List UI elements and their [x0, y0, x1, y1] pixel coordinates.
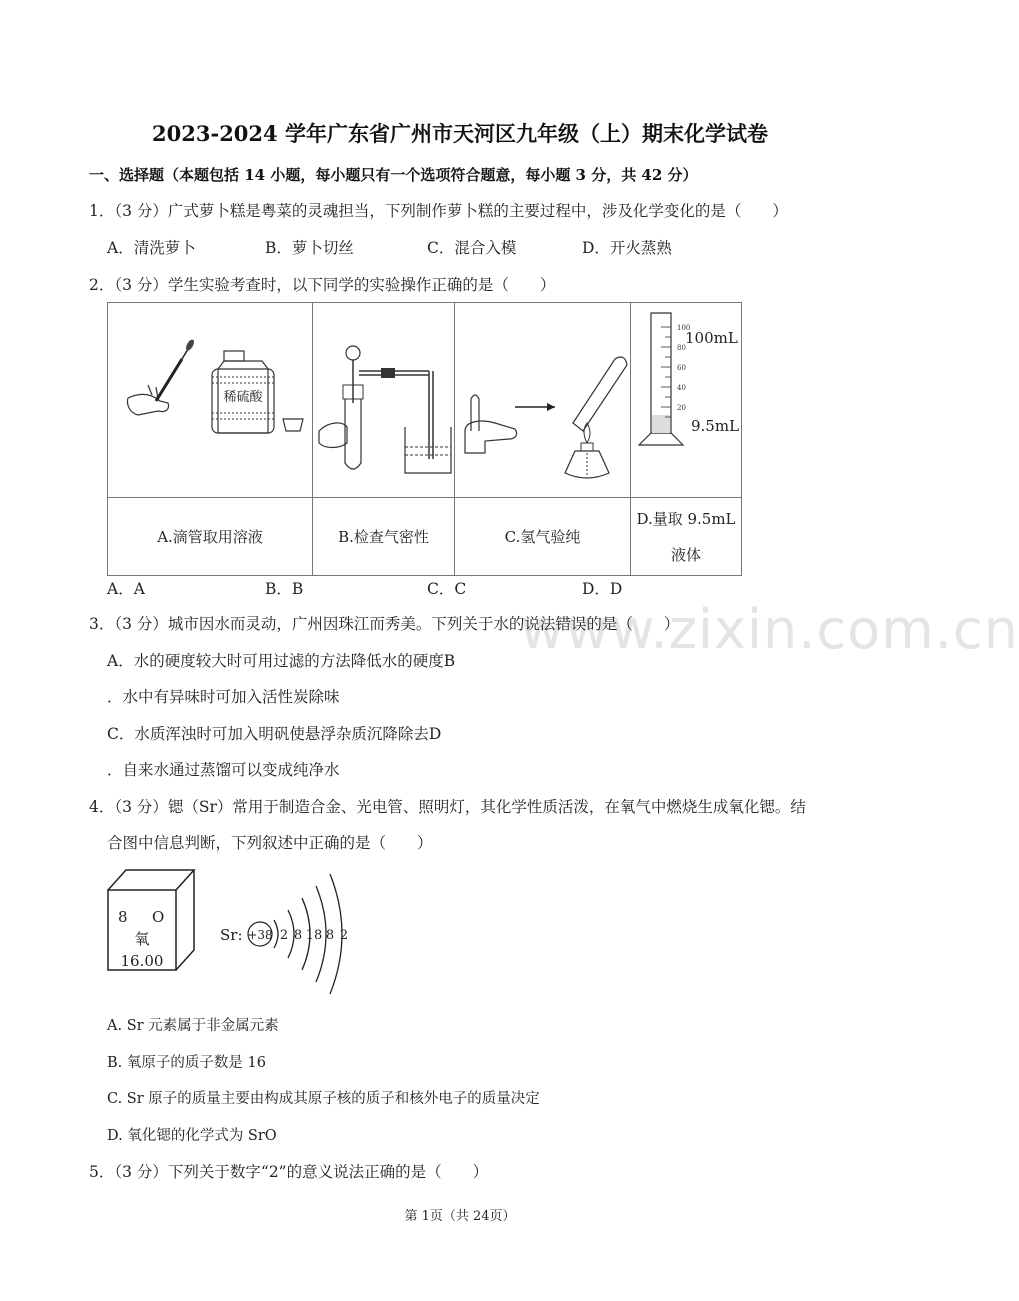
airtightness-illustration	[313, 303, 455, 498]
hydrogen-test-illustration	[455, 303, 631, 498]
q4-option-b[interactable]: B. 氧原子的质子数是 16	[107, 1055, 266, 1071]
tick-100: 100	[677, 324, 691, 332]
element-number: 8	[118, 908, 128, 926]
q4-option-d[interactable]: D. 氧化锶的化学式为 SrO	[107, 1128, 277, 1144]
tick-60: 60	[677, 364, 686, 372]
cylinder-top-label: 100mL	[685, 329, 738, 347]
dropper-illustration	[108, 303, 313, 498]
cylinder-icon	[631, 303, 741, 493]
shell-3: 18	[305, 928, 323, 943]
page-footer: 第 1页（共 24页）	[404, 1209, 516, 1224]
question-1-stem: 1．（3 分）广式萝卜糕是粤菜的灵魂担当，下列制作萝卜糕的主要过程中，涉及化学变化的是（ ）	[89, 202, 788, 220]
element-atom-figure	[104, 858, 354, 978]
element-mass: 16.00	[120, 952, 164, 970]
caption-d-line2: 液体	[670, 545, 701, 564]
shell-2: 8	[293, 928, 303, 943]
q3-line-2[interactable]: ．水中有异味时可加入活性炭除味	[107, 688, 340, 706]
q1-option-d[interactable]: D．开火蒸熟	[582, 239, 672, 257]
atom-label: Sr:	[220, 926, 243, 944]
cylinder-reading: 9.5mL	[691, 417, 740, 435]
bottle-label: 稀硫酸	[223, 390, 263, 405]
tick-80: 80	[677, 344, 686, 352]
shell-5: 2	[339, 928, 349, 943]
experiment-table	[107, 302, 742, 576]
q3-line-1[interactable]: A．水的硬度较大时可用过滤的方法降低水的硬度B	[107, 652, 456, 670]
caption-b: B.检查气密性	[313, 498, 455, 576]
q3-line-4[interactable]: ．自来水通过蒸馏可以变成纯净水	[107, 761, 340, 779]
question-4-stem-line1: 4．（3 分）锶（Sr）常用于制造合金、光电管、照明灯，其化学性质活泼，在氧气中燃烧生成氧化锶。结	[89, 798, 806, 816]
q2-option-d[interactable]: D．D	[582, 580, 623, 598]
caption-c: C.氢气验纯	[455, 498, 631, 576]
watermark: www.zixin.com.cn	[520, 598, 1019, 661]
tick-40: 40	[677, 384, 686, 392]
q1-option-c[interactable]: C．混合入模	[427, 239, 517, 257]
element-name: 氧	[134, 930, 150, 948]
section-heading: 一、选择题（本题包括 14 小题，每小题只有一个选项符合题意，每小题 3 分，共 42 分）	[89, 166, 698, 184]
q1-option-b[interactable]: B．萝卜切丝	[265, 239, 354, 257]
q2-option-c[interactable]: C．C	[427, 580, 467, 598]
q2-option-b[interactable]: B．B	[265, 580, 304, 598]
atom-nucleus: +38	[247, 928, 273, 942]
q1-option-a[interactable]: A．清洗萝卜	[107, 239, 196, 257]
caption-a: A.滴管取用溶液	[108, 498, 313, 576]
question-4-stem-line2: 合图中信息判断，下列叙述中正确的是（ ）	[107, 834, 433, 852]
question-5-stem: 5．（3 分）下列关于数字“2”的意义说法正确的是（ ）	[89, 1163, 489, 1181]
question-2-stem: 2．（3 分）学生实验考查时，以下同学的实验操作正确的是（ ）	[89, 276, 556, 294]
shell-4: 8	[325, 928, 335, 943]
caption-d-line1: D.量取 9.5mL	[636, 509, 736, 528]
q3-line-3[interactable]: C．水质浑浊时可加入明矾使悬浮杂质沉降除去D	[107, 725, 442, 743]
burner-icon	[455, 303, 630, 493]
page-title: 2023-2024 学年广东省广州市天河区九年级（上）期末化学试卷	[152, 121, 768, 146]
apparatus-icon	[313, 303, 454, 493]
tick-20: 20	[677, 404, 686, 412]
question-3-stem: 3．（3 分）城市因水而灵动，广州因珠江而秀美。下列关于水的说法错误的是（ ）	[89, 615, 680, 633]
q4-option-c[interactable]: C. Sr 原子的质量主要由构成其原子核的质子和核外电子的质量决定	[107, 1091, 540, 1107]
q4-option-a[interactable]: A. Sr 元素属于非金属元素	[107, 1018, 279, 1034]
caption-d	[631, 498, 742, 576]
dropper-icon	[108, 303, 312, 493]
shell-1: 2	[279, 928, 289, 943]
q2-option-a[interactable]: A．A	[107, 580, 145, 598]
element-symbol: O	[152, 908, 165, 926]
cylinder-illustration	[631, 303, 742, 498]
